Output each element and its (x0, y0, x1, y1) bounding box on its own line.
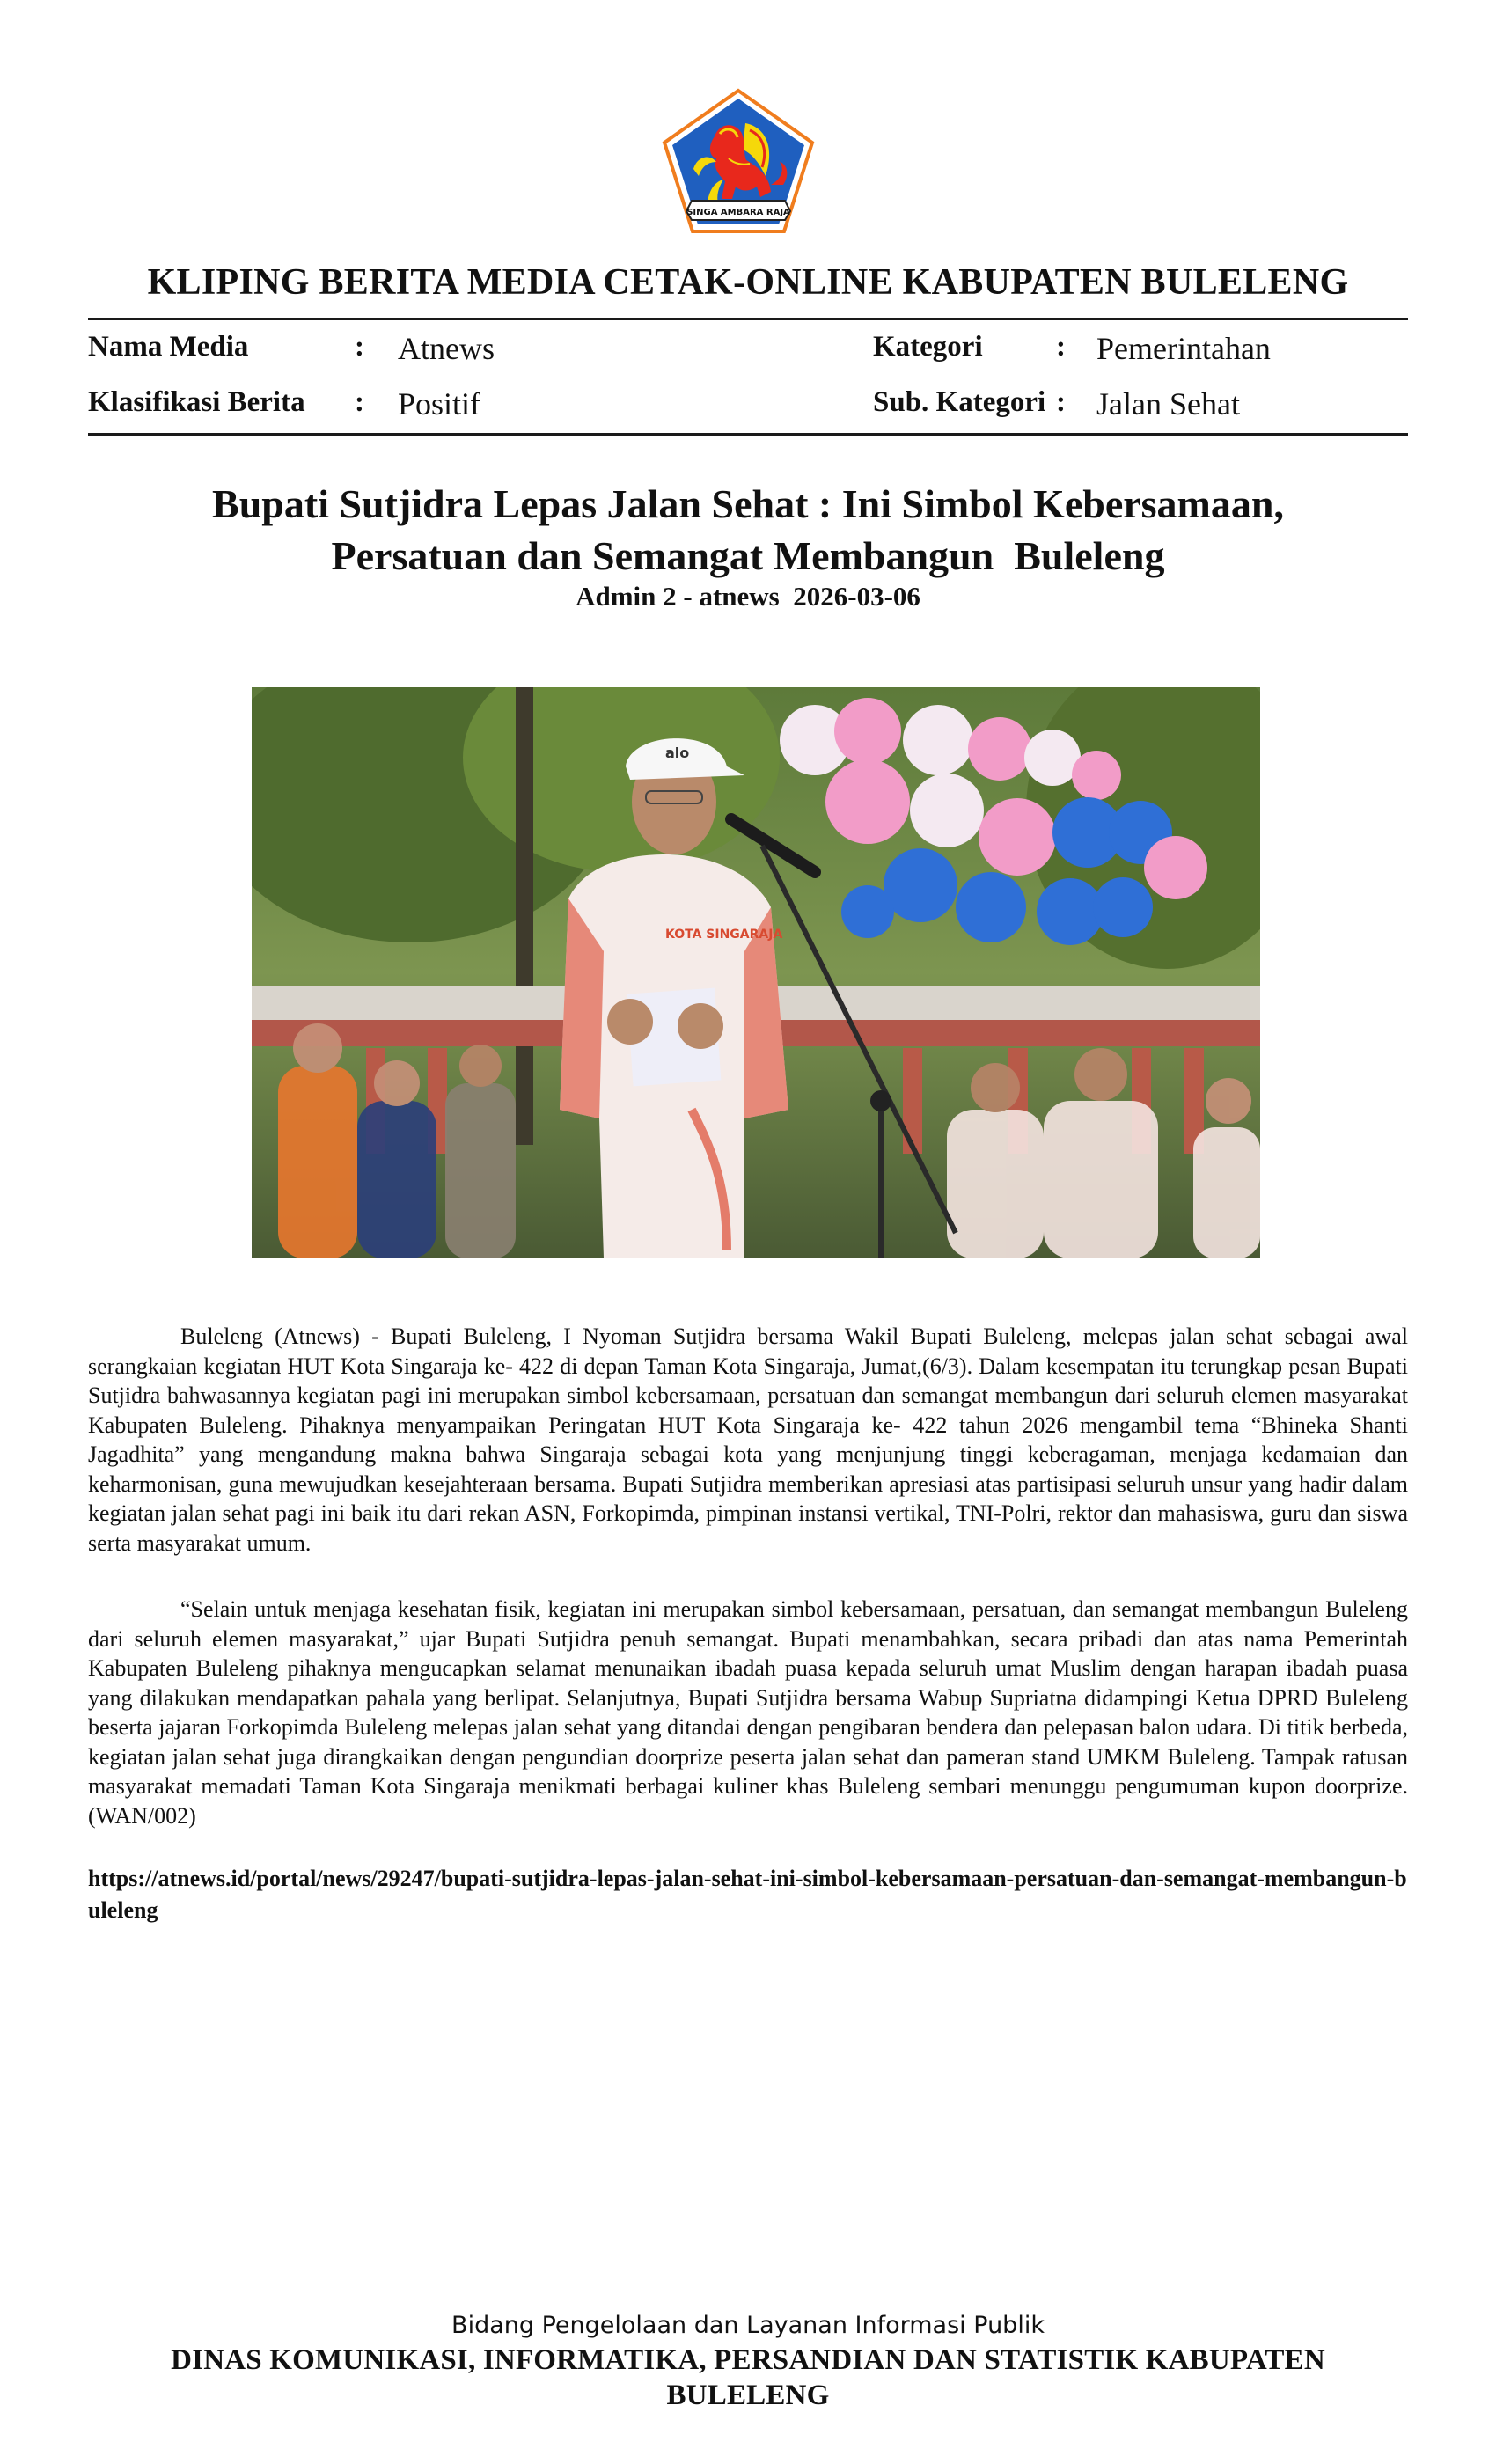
document-title: KLIPING BERITA MEDIA CETAK-ONLINE KABUPATEN BULELENG (147, 262, 1349, 303)
header-divider-top (88, 318, 1408, 320)
meta-row-media (88, 329, 704, 364)
header-divider-bottom (88, 433, 1408, 436)
meta-colon: : (355, 386, 364, 418)
article-paragraph-2: “Selain untuk menjaga kesehatan fisik, kegiatan ini merupakan simbol kebersamaan, persatuan, dan semangat membangun Buleleng dari seluruh elemen masyarakat,” ujar Bupati Sutjidra penuh semangat. Bupati menambahkan, secara pribadi dan atas nama Pemerintah Kabupaten Buleleng pihaknya mengucapkan selamat menunaikan ibadah puasa kepada seluruh umat Muslim dengan harapan ibadah puasa yang dilakukan mendapatkan pahala yang berlipat. Selanjutnya, Bupati Sutjidra bersama Wabup Supriatna didampingi Ketua DPRD Buleleng beserta jajaran Forkopimda Buleleng melepas jalan sehat yang ditandai dengan pengibaran bendera dan pelepasan balon udara. Di titik berbeda, kegiatan jalan sehat juga dirangkaikan dengan pengundian doorprize peserta jalan sehat dan pameran stand UMKM Buleleng. Tampak ratusan masyarakat memadati Taman Kota Singaraja menikmati berbagai kuliner khas Buleleng sembari menunggu pengumuman kupon doorprize. (WAN/002) (88, 1596, 1408, 1829)
meta-value-classification: Positif (398, 386, 481, 422)
shirt-print-text: KOTA SINGARAJA (665, 928, 783, 942)
meta-label-category: Kategori (873, 331, 983, 363)
meta-colon: : (355, 331, 364, 363)
article-byline: Admin 2 - atnews 2026-03-06 (576, 581, 920, 612)
meta-row-category (873, 329, 1401, 364)
cap-logo-text: alo (665, 744, 690, 761)
meta-label-subcategory: Sub. Kategori (873, 386, 1046, 418)
meta-row-classification (88, 385, 704, 420)
meta-colon: : (1056, 331, 1066, 363)
meta-value-category: Pemerintahan (1096, 331, 1271, 366)
source-link[interactable]: https://atnews.id/portal/news/29247/bupati-sutjidra-lepas-jalan-sehat-ini-simbol-kebersamaan-persatuan-dan-semangat-membangun-buleleng (88, 1866, 1407, 1923)
meta-value-subcategory: Jalan Sehat (1096, 386, 1240, 422)
meta-row-subcategory (873, 385, 1401, 420)
buleleng-regency-crest-icon (662, 88, 815, 234)
article-headline (132, 478, 1364, 582)
crest-motto: SINGA AMBARA RAJA (686, 208, 790, 217)
article-photo (252, 687, 1260, 1258)
footer-office-name: DINAS KOMUNIKASI, INFORMATIKA, PERSANDIAN DAN STATISTIK KABUPATEN BULELENG (171, 2344, 1325, 2411)
headline-line-2: Persatuan dan Semangat Membangun Buleleng (331, 533, 1165, 578)
event-photo-illustration (252, 687, 1260, 1258)
footer-unit-name: Bidang Pengelolaan dan Layanan Informasi Publik (451, 2312, 1045, 2339)
meta-label-media: Nama Media (88, 331, 249, 363)
article-paragraph-1: Buleleng (Atnews) - Bupati Buleleng, I Nyoman Sutjidra bersama Wakil Bupati Buleleng, melepas jalan sehat sebagai awal serangkaian kegiatan HUT Kota Singaraja ke- 422 di depan Taman Kota Singaraja, Jumat,(6/3). Dalam kesempatan itu terungkap pesan Bupati Sutjidra bahwasannya kegiatan pagi ini merupakan simbol kebersamaan, persatuan dan semangat membangun dari seluruh elemen masyarakat Kabupaten Buleleng. Pihaknya menyampaikan Peringatan HUT Kota Singaraja ke- 422 tahun 2026 mengambil tema “Bhineka Shanti Jagadhita” yang mengandung makna bahwa Singaraja sebagai kota yang menjunjung tinggi keberagaman, menjaga kedamaian dan keharmonisan, guna mewujudkan kesejahteraan bersama. Bupati Sutjidra memberikan apresiasi atas partisipasi seluruh unsur yang hadir dalam kegiatan jalan sehat pagi ini baik itu dari rekan ASN, Forkopimda, pimpinan instansi vertikal, TNI-Polri, rektor dan mahasiswa, guru dan siswa serta masyarakat umum. (88, 1324, 1408, 1556)
meta-colon: : (1056, 386, 1066, 418)
meta-value-media: Atnews (398, 331, 495, 366)
meta-label-classification: Klasifikasi Berita (88, 386, 305, 418)
headline-line-1: Bupati Sutjidra Lepas Jalan Sehat : Ini Simbol Kebersamaan, (212, 481, 1284, 526)
